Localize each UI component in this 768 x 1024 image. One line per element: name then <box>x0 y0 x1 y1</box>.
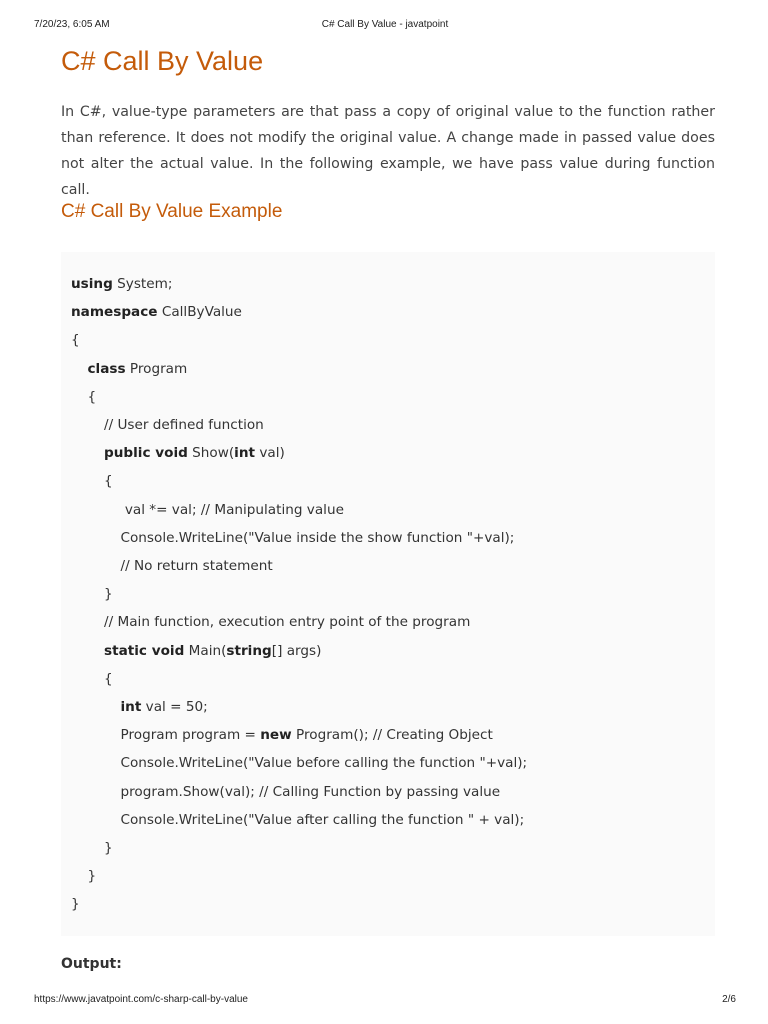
code-keyword: int <box>234 445 255 462</box>
code-keyword: using <box>71 276 113 292</box>
code-text: Program program = <box>120 727 261 744</box>
code-text: } <box>87 868 97 885</box>
code-text: // Main function, execution entry point of the program <box>104 614 471 631</box>
code-line <box>104 411 264 439</box>
code-text: } <box>104 586 113 603</box>
code-text: val *= val; // Manipulating value <box>120 501 344 518</box>
print-url: https://www.javatpoint.com/c-sharp-call-by-value <box>34 994 248 1005</box>
code-keyword: string <box>226 642 272 659</box>
code-text: Console.WriteLine("Value before calling the function "+val); <box>120 755 528 772</box>
code-line <box>121 778 501 806</box>
code-text: val = 50; <box>141 699 208 715</box>
code-text: } <box>104 840 113 856</box>
code-text: Console.WriteLine("Value after calling the function " + val); <box>120 811 525 828</box>
code-text: { <box>104 670 113 687</box>
print-page-title: C# Call By Value - javatpoint <box>321 19 449 30</box>
code-keyword: int <box>120 699 142 715</box>
code-line <box>121 749 528 777</box>
code-text: { <box>104 473 113 490</box>
code-line <box>121 806 525 834</box>
code-text: } <box>71 896 80 913</box>
print-page-number: 2/6 <box>722 994 736 1005</box>
code-text: Program(); // Creating Object <box>291 727 493 744</box>
code-line <box>71 890 80 918</box>
print-datetime: 7/20/23, 6:05 AM <box>34 19 110 30</box>
code-line <box>88 862 97 890</box>
code-keyword: new <box>260 727 292 744</box>
code-keyword: static void <box>104 642 185 659</box>
code-keyword: class <box>87 360 126 377</box>
code-line <box>104 439 285 467</box>
code-text: // User defined function <box>104 417 264 433</box>
code-text: { <box>87 388 97 405</box>
output-label: Output: <box>61 956 122 972</box>
code-line <box>121 721 493 749</box>
article-content <box>61 44 715 972</box>
code-text: Console.WriteLine("Value inside the show function "+val); <box>120 529 515 546</box>
print-header <box>34 19 736 33</box>
example-heading: C# Call By Value Example <box>61 201 283 222</box>
code-line <box>71 298 242 326</box>
code-line <box>121 552 273 580</box>
code-text: // No return statement <box>120 558 273 574</box>
code-block <box>61 252 715 936</box>
code-text: val) <box>255 445 285 462</box>
code-line <box>88 355 188 383</box>
code-line <box>104 608 470 636</box>
intro-paragraph: In C#, value-type parameters are that pass a copy of original value to the function rather than reference. It does not modify the original value. A change made in passed value does not alter the actual value. In the following example, we have pass value during function call. <box>61 104 715 198</box>
code-line <box>71 326 80 354</box>
code-keyword: namespace <box>71 304 158 321</box>
code-line <box>104 467 113 495</box>
code-text: System; <box>112 276 173 292</box>
code-text: program.Show(val); // Calling Function by passing value <box>120 783 501 800</box>
code-line <box>104 665 113 693</box>
code-line <box>88 383 97 411</box>
print-footer <box>34 994 736 1008</box>
code-keyword: public void <box>104 445 188 462</box>
code-text: { <box>71 332 80 349</box>
code-text: CallByValue <box>157 304 242 321</box>
code-line <box>71 270 172 298</box>
code-text: [] args) <box>271 642 322 659</box>
code-line <box>121 693 208 721</box>
code-line <box>104 637 321 665</box>
code-line <box>104 580 113 608</box>
code-text: Show( <box>187 445 235 462</box>
code-text: Program <box>125 360 188 377</box>
code-text: Main( <box>184 642 227 659</box>
code-line <box>104 834 113 862</box>
page-title: C# Call By Value <box>61 46 264 76</box>
code-line <box>121 496 344 524</box>
code-line <box>121 524 515 552</box>
